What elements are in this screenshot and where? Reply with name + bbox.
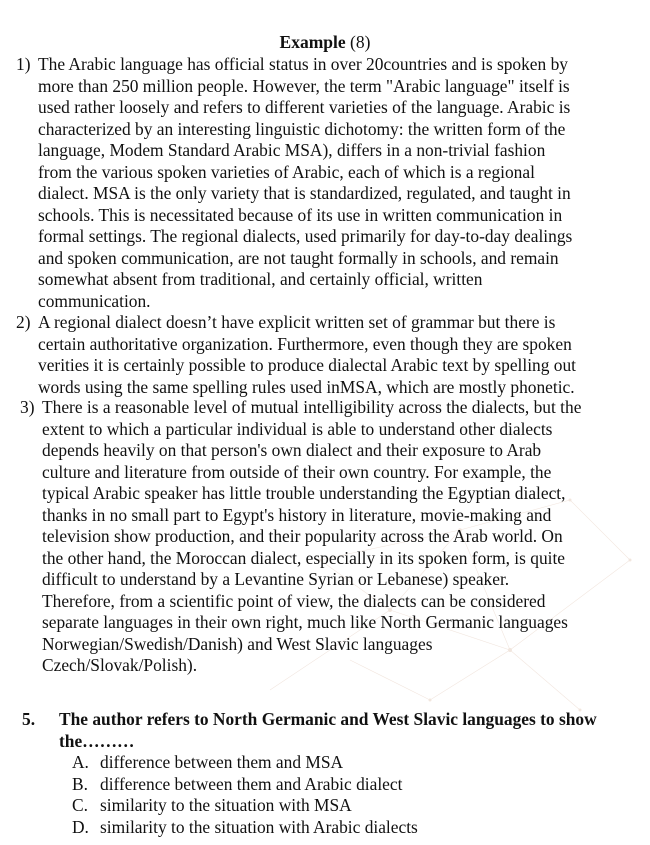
option-letter: B.: [72, 773, 88, 794]
example-title-number: (8): [345, 32, 371, 52]
paragraph-line: dialect. MSA is the only variety that is standardized, regulated, and taught in: [38, 183, 571, 203]
paragraph-line: culture and literature from outside of their own country. For example, the: [42, 461, 552, 482]
question-stem-line: the………: [59, 731, 135, 751]
example-title-label: Example: [279, 32, 346, 52]
paragraph-line: separate languages in their own right, much like North Germanic languages: [42, 612, 568, 632]
paragraph-number: 3): [20, 397, 35, 417]
option-letter: C.: [72, 795, 88, 816]
answer-option-b[interactable]: [72, 774, 418, 796]
paragraph-line: extent to which a particular individual is able to understand other dialects: [42, 418, 553, 439]
answer-options: [72, 752, 418, 838]
paragraph-line: depends heavily on that person's own dialect and their exposure to Arab: [42, 440, 542, 460]
paragraph-line: difficult to understand by a Levantine Syrian or Lebanese) speaker.: [42, 569, 510, 589]
option-letter: A.: [72, 752, 89, 772]
paragraph-line: the other hand, the Moroccan dialect, especially in its spoken form, is quite: [42, 547, 566, 568]
paragraph-line: A regional dialect doesn’t have explicit written set of grammar but there is: [38, 312, 556, 332]
answer-option-c[interactable]: [72, 795, 418, 817]
option-text: difference between them and Arabic dialect: [100, 773, 403, 794]
question-stem: [59, 708, 639, 752]
paragraph-line: somewhat absent from traditional, and certainly official, written: [38, 269, 483, 289]
paragraph-line: used rather loosely and refers to different varieties of the language. Arabic is: [38, 97, 571, 117]
paragraph-line: Therefore, from a scientific point of view, the dialects can be considered: [42, 590, 546, 611]
option-letter: D.: [72, 816, 89, 837]
paragraph-line: and spoken communication, are not taught formally in schools, and remain: [38, 247, 559, 268]
paragraph-line: Norwegian/Swedish/Danish) and West Slavic languages: [42, 633, 433, 654]
question-number: 5.: [22, 709, 36, 729]
option-text: similarity to the situation with MSA: [100, 795, 352, 816]
paragraph-line: verities it is certainly possible to produce dialectal Arabic text by spelling out: [38, 355, 577, 375]
paragraph-3: [20, 397, 619, 677]
example-title: [0, 31, 650, 53]
paragraph-number: 1): [16, 54, 31, 74]
paragraph-1: [16, 54, 608, 312]
paragraph-line: typical Arabic speaker has little trouble understanding the Egyptian dialect,: [42, 483, 566, 503]
paragraph-line: television show production, and their popularity across the Arab world. On: [42, 526, 563, 546]
paragraph-line: characterized by an interesting linguistic dichotomy: the written form of the: [38, 118, 566, 139]
paragraph-2: [16, 312, 615, 398]
paragraph-line: more than 250 million people. However, the term "Arabic language" itself is: [38, 75, 570, 96]
paragraph-line: There is a reasonable level of mutual intelligibility across the dialects, but the: [42, 397, 582, 417]
paragraph-line: language, Modem Standard Arabic MSA), differs in a non-trivial fashion: [38, 140, 546, 160]
option-text: similarity to the situation with Arabic dialects: [100, 816, 418, 837]
paragraph-line: The Arabic language has official status in over 20countries and is spoken by: [38, 54, 568, 74]
paragraph-line: thanks in no small part to Egypt's history in literature, movie-making and: [42, 504, 552, 525]
paragraph-number: 2): [16, 312, 31, 332]
paragraph-line: from the various spoken varieties of Arabic, each of which is a regional: [38, 161, 535, 182]
answer-option-a[interactable]: [72, 752, 418, 774]
paragraph-line: formal settings. The regional dialects, used primarily for day-to-day dealings: [38, 226, 573, 246]
paragraph-line: communication.: [38, 290, 151, 311]
option-text: difference between them and MSA: [100, 752, 344, 772]
paragraph-line: certain authoritative organization. Furthermore, even though they are spoken: [38, 333, 572, 354]
question-stem-line: The author refers to North Germanic and West Slavic languages to show: [59, 709, 597, 729]
paragraph-line: words using the same spelling rules used inMSA, which are mostly phonetic.: [38, 376, 575, 397]
paragraph-line: schools. This is necessitated because of its use in written communication in: [38, 204, 563, 225]
answer-option-d[interactable]: [72, 817, 418, 839]
paragraph-line: Czech/Slovak/Polish).: [42, 655, 198, 675]
